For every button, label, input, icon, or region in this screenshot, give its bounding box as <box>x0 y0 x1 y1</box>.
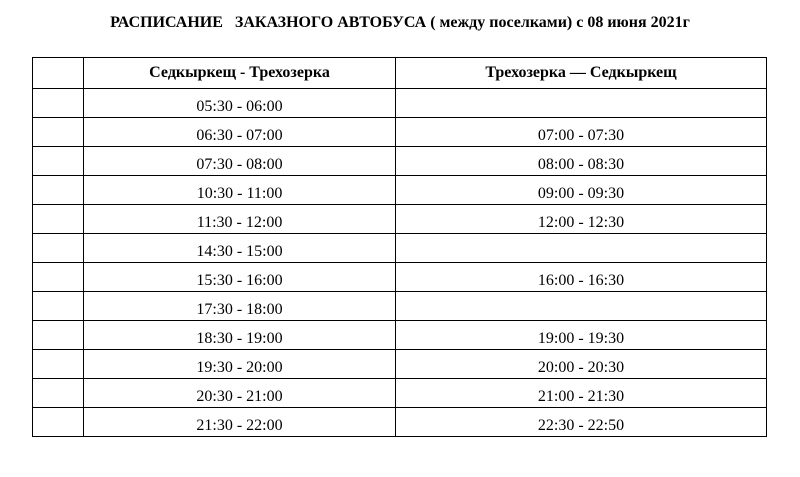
departure-cell: 05:30 - 06:00 <box>84 89 396 118</box>
header-cell-index <box>33 58 84 89</box>
return-cell: 22:30 - 22:50 <box>396 408 767 437</box>
row-index-cell <box>33 379 84 408</box>
return-cell <box>396 89 767 118</box>
return-cell: 07:00 - 07:30 <box>396 118 767 147</box>
row-index-cell <box>33 234 84 263</box>
table-body <box>33 89 767 437</box>
row-index-cell <box>33 408 84 437</box>
departure-cell: 10:30 - 11:00 <box>84 176 396 205</box>
return-cell: 16:00 - 16:30 <box>396 263 767 292</box>
departure-cell: 11:30 - 12:00 <box>84 205 396 234</box>
row-index-cell <box>33 118 84 147</box>
table-row <box>33 321 767 350</box>
table-row <box>33 89 767 118</box>
departure-cell: 17:30 - 18:00 <box>84 292 396 321</box>
row-index-cell <box>33 292 84 321</box>
table-row <box>33 292 767 321</box>
departure-cell: 15:30 - 16:00 <box>84 263 396 292</box>
departure-cell: 18:30 - 19:00 <box>84 321 396 350</box>
table-header-row <box>33 58 767 89</box>
row-index-cell <box>33 350 84 379</box>
return-cell <box>396 292 767 321</box>
row-index-cell <box>33 321 84 350</box>
row-index-cell <box>33 147 84 176</box>
departure-cell: 20:30 - 21:00 <box>84 379 396 408</box>
table-row <box>33 205 767 234</box>
departure-cell: 14:30 - 15:00 <box>84 234 396 263</box>
page-title: РАСПИСАНИЕ ЗАКАЗНОГО АВТОБУСА ( между поселками) с 08 июня 2021г <box>110 14 690 31</box>
row-index-cell <box>33 205 84 234</box>
row-index-cell <box>33 176 84 205</box>
return-cell: 19:00 - 19:30 <box>396 321 767 350</box>
table-row <box>33 350 767 379</box>
table-row <box>33 408 767 437</box>
row-index-cell <box>33 89 84 118</box>
return-cell: 20:00 - 20:30 <box>396 350 767 379</box>
schedule-table <box>32 57 767 437</box>
departure-cell: 19:30 - 20:00 <box>84 350 396 379</box>
return-cell: 08:00 - 08:30 <box>396 147 767 176</box>
table-row <box>33 263 767 292</box>
return-cell <box>396 234 767 263</box>
table-row <box>33 118 767 147</box>
header-cell-direction-2: Трехозерка — Седкыркещ <box>396 58 767 89</box>
table-row <box>33 147 767 176</box>
departure-cell: 07:30 - 08:00 <box>84 147 396 176</box>
header-cell-direction-1: Седкыркещ - Трехозерка <box>84 58 396 89</box>
table-row <box>33 176 767 205</box>
departure-cell: 21:30 - 22:00 <box>84 408 396 437</box>
return-cell: 12:00 - 12:30 <box>396 205 767 234</box>
return-cell: 21:00 - 21:30 <box>396 379 767 408</box>
table-row <box>33 234 767 263</box>
return-cell: 09:00 - 09:30 <box>396 176 767 205</box>
table-row <box>33 379 767 408</box>
row-index-cell <box>33 263 84 292</box>
departure-cell: 06:30 - 07:00 <box>84 118 396 147</box>
